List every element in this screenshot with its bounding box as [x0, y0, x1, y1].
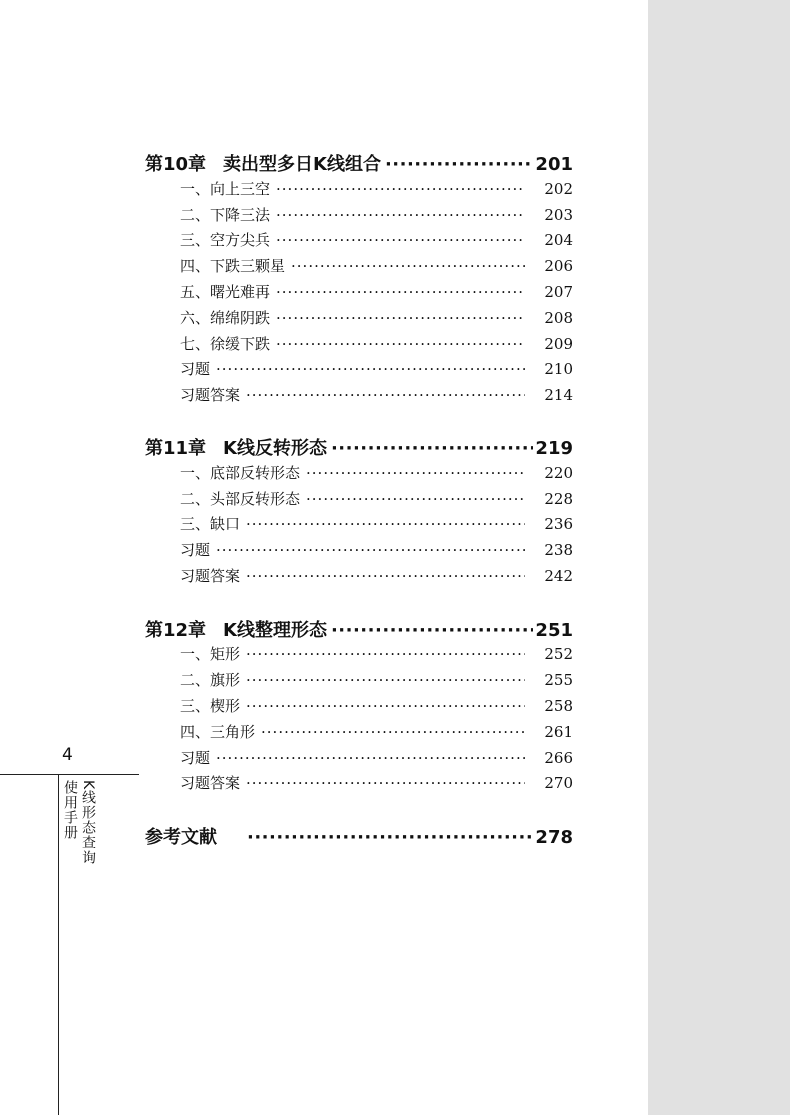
entry-label: 三、缺口	[180, 515, 241, 533]
entry-page: 255	[544, 671, 573, 689]
toc-entry[interactable]	[180, 333, 573, 354]
chapter-number: 第10章	[145, 154, 207, 175]
chapter-11-heading[interactable]	[145, 434, 573, 460]
toc-entry[interactable]	[180, 488, 573, 509]
leader-dots	[306, 490, 525, 508]
entry-label: 三、空方尖兵	[180, 231, 271, 249]
entry-label: 五、曙光难再	[180, 283, 271, 301]
chapter-title: K线整理形态	[223, 620, 327, 641]
entry-page: 206	[544, 257, 573, 275]
references-page: 278	[535, 827, 573, 848]
entry-page: 238	[544, 541, 573, 559]
leader-dots	[276, 231, 525, 249]
footer-rule-vertical	[58, 774, 59, 1115]
leader-dots	[246, 774, 525, 792]
toc-entry[interactable]	[180, 772, 573, 793]
references-heading[interactable]	[145, 823, 573, 849]
entry-page: 236	[544, 515, 573, 533]
entry-label: 六、绵绵阴跌	[180, 309, 271, 327]
leader-dots	[276, 180, 525, 198]
chapter-page: 219	[535, 438, 573, 459]
leader-dots	[246, 386, 525, 404]
leader-dots	[247, 827, 533, 848]
toc-entry[interactable]	[180, 178, 573, 199]
entry-page: 261	[544, 723, 573, 741]
toc-entry[interactable]	[180, 539, 573, 560]
entry-page: 220	[544, 464, 573, 482]
entry-label: 习题	[180, 360, 211, 378]
chapter-title: 卖出型多日K线组合	[223, 154, 381, 175]
toc-entry[interactable]	[180, 281, 573, 302]
entry-label: 四、三角形	[180, 723, 256, 741]
entry-page: 228	[544, 490, 573, 508]
chapter-page: 201	[535, 154, 573, 175]
entry-label: 四、下跌三颗星	[180, 257, 286, 275]
entry-page: 209	[544, 335, 573, 353]
leader-dots	[306, 464, 525, 482]
leader-dots	[216, 360, 525, 378]
entry-label: 习题答案	[180, 386, 241, 404]
entry-page: 207	[544, 283, 573, 301]
entry-page: 210	[544, 360, 573, 378]
toc-entry[interactable]	[180, 695, 573, 716]
running-title-line-1: K线形态查询	[80, 780, 96, 866]
leader-dots	[291, 257, 525, 275]
entry-page: 252	[544, 645, 573, 663]
toc-entry[interactable]	[180, 565, 573, 586]
chapter-page: 251	[535, 620, 573, 641]
toc-entry[interactable]	[180, 384, 573, 405]
leader-dots	[331, 438, 533, 459]
leader-dots	[276, 283, 525, 301]
entry-page: 208	[544, 309, 573, 327]
chapter-number: 第11章	[145, 438, 207, 459]
leader-dots	[276, 335, 525, 353]
entry-label: 一、向上三空	[180, 180, 271, 198]
toc-entry[interactable]	[180, 643, 573, 664]
entry-label: 习题	[180, 749, 211, 767]
running-title-line-2: 使用手册	[62, 780, 78, 840]
references-title: 参考文献	[145, 827, 217, 848]
entry-page: 203	[544, 206, 573, 224]
entry-page: 258	[544, 697, 573, 715]
leader-dots	[385, 154, 533, 175]
entry-label: 一、矩形	[180, 645, 241, 663]
toc-entry[interactable]	[180, 721, 573, 742]
leader-dots	[246, 697, 525, 715]
entry-label: 习题	[180, 541, 211, 559]
gray-margin-strip	[648, 0, 790, 1115]
leader-dots	[331, 620, 533, 641]
leader-dots	[216, 749, 525, 767]
entry-page: 270	[544, 774, 573, 792]
entry-label: 七、徐缓下跌	[180, 335, 271, 353]
chapter-number: 第12章	[145, 620, 207, 641]
toc-entry[interactable]	[180, 747, 573, 768]
leader-dots	[261, 723, 525, 741]
leader-dots	[246, 671, 525, 689]
entry-label: 习题答案	[180, 567, 241, 585]
leader-dots	[246, 645, 525, 663]
toc-entry[interactable]	[180, 204, 573, 225]
leader-dots	[246, 567, 525, 585]
page-number: 4	[62, 745, 73, 765]
chapter-10-heading[interactable]	[145, 150, 573, 176]
entry-page: 214	[544, 386, 573, 404]
leader-dots	[276, 206, 525, 224]
leader-dots	[216, 541, 525, 559]
entry-label: 三、楔形	[180, 697, 241, 715]
entry-page: 242	[544, 567, 573, 585]
entry-label: 一、底部反转形态	[180, 464, 301, 482]
leader-dots	[246, 515, 525, 533]
footer-rule-horizontal	[0, 774, 139, 775]
toc-entry[interactable]	[180, 229, 573, 250]
entry-label: 二、旗形	[180, 671, 241, 689]
entry-label: 二、头部反转形态	[180, 490, 301, 508]
toc-entry[interactable]	[180, 358, 573, 379]
leader-dots	[276, 309, 525, 327]
toc-entry[interactable]	[180, 462, 573, 483]
entry-label: 习题答案	[180, 774, 241, 792]
toc-entry[interactable]	[180, 307, 573, 328]
chapter-12-heading[interactable]	[145, 616, 573, 642]
entry-page: 202	[544, 180, 573, 198]
entry-label: 二、下降三法	[180, 206, 271, 224]
chapter-title: K线反转形态	[223, 438, 327, 459]
toc-entry[interactable]	[180, 513, 573, 534]
toc-entry[interactable]	[180, 255, 573, 276]
entry-page: 204	[544, 231, 573, 249]
toc-entry[interactable]	[180, 669, 573, 690]
entry-page: 266	[544, 749, 573, 767]
